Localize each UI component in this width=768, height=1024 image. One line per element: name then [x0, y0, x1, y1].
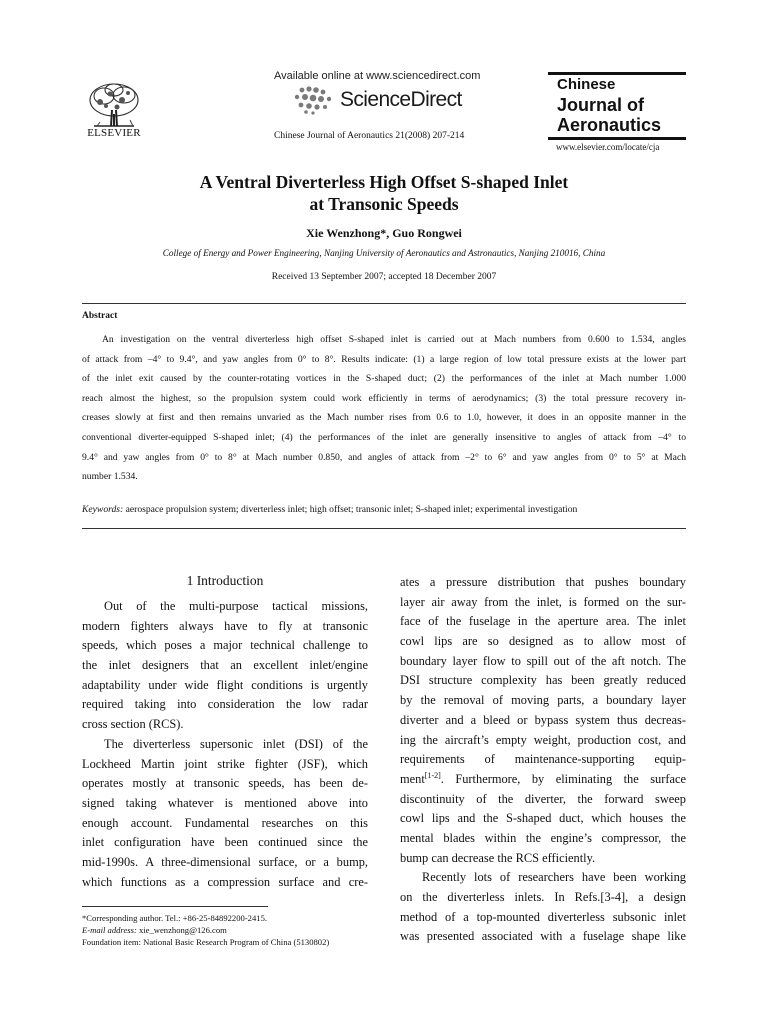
- body-line: cowl lips are so designed as to allow most of: [400, 634, 686, 649]
- received-dates: Received 13 September 2007; accepted 18 December 2007: [271, 272, 497, 282]
- publisher-name: ELSEVIER: [87, 127, 141, 139]
- body-line: cowl lips and the S-shaped duct, which houses the: [400, 811, 686, 826]
- email-address[interactable]: xie_wenzhong@126.com: [136, 925, 227, 935]
- abstract-body: [82, 330, 686, 487]
- abstract-line: of the inlet exit caused by the counter-rotating vortices in the S-shaped duct; (2) the performances of the inlet at Mach number 1.000: [82, 373, 686, 385]
- body-line: face of the fuselage in the aperture area. The inlet: [400, 614, 686, 629]
- keywords-list: aerospace propulsion system; diverterless inlet; high offset; transonic inlet; S-shaped inlet; experimental investigation: [123, 504, 578, 515]
- body-line: The diverterless supersonic inlet (DSI) of the: [104, 736, 368, 751]
- body-line: cross section (RCS).: [82, 717, 184, 732]
- body-line: layer air away from the inlet, is formed on the sur-: [400, 594, 686, 609]
- body-line: method of a top-mounted diverterless subsonic inlet: [400, 909, 686, 924]
- right-column: [400, 573, 686, 947]
- body-line: Recently lots of researchers have been working: [422, 870, 686, 885]
- body-line: speeds, which poses a major technical challenge to: [82, 638, 368, 653]
- abstract-bottom-rule: [82, 528, 686, 529]
- body-line: ing the aircraft’s empty weight, production cost, and: [400, 732, 686, 747]
- abstract-line: reach almost the highest, so the propulsion system could work efficiently in terms of aerodynamics; (3) the total pressure recovery in-: [82, 392, 686, 404]
- body-line: signed taking whatever is mentioned above into: [82, 795, 368, 810]
- body-text: ment: [400, 771, 425, 786]
- citation-ref-1-2[interactable]: [1-2]: [424, 770, 441, 780]
- body-line: boundary layer flow to spill out of the aft notch. The: [400, 653, 686, 668]
- keywords-label: Keywords:: [82, 504, 124, 515]
- footnote-rule: [82, 906, 268, 907]
- abstract-line: conventional diverter-equipped S-shaped inlet; (4) the performances of the inlet are generally insensitive to angles of attack from –4° to: [82, 431, 686, 443]
- sciencedirect-wordmark: ScienceDirect: [340, 88, 462, 111]
- abstract-line: creases slowly at first and then remains unvaried as the Mach number rises from 0.6 to 1.0, however, it does in an opposite manner in the: [82, 412, 686, 424]
- abstract-line: of attack from –4° to 9.4°, and yaw angles from 0° to 8°. Results indicate: (1) a large region of low total pressure exists at the lower part: [82, 353, 686, 365]
- body-line: adaptability under wide flight conditions is urgently: [82, 677, 368, 692]
- sciencedirect-dots-icon: [292, 84, 337, 116]
- affiliation: College of Energy and Power Engineering, Nanjing University of Aeronautics and Astronautics, Nanjing 210016, China: [162, 248, 606, 258]
- body-line: the inlet designers that an excellent inlet/engine: [82, 658, 368, 673]
- body-line: diverter and a bleed or bypass system thus decreas-: [400, 712, 686, 727]
- email-label: E-mail address:: [82, 925, 137, 935]
- journal-url: www.elsevier.com/locate/cja: [556, 142, 660, 152]
- footnote-corresponding-author: *Corresponding author. Tel.: +86-25-84892200-2415.: [82, 913, 268, 923]
- abstract-line: An investigation on the ventral diverterless high offset S-shaped inlet is carried out at Mach numbers from 0.600 to 1.534, angles: [102, 334, 686, 345]
- body-line: operates mostly at transonic speeds, has been de-: [82, 776, 368, 791]
- body-line: DSI structure complexity has been greatly reduced: [400, 673, 686, 688]
- journal-name-line2: Journal of: [557, 95, 645, 115]
- keywords: [82, 504, 577, 515]
- body-line: which functions as a compression surface and cre-: [82, 874, 368, 889]
- left-column: [82, 597, 368, 892]
- abstract-line: number 1.534.: [82, 471, 138, 483]
- body-line: enough account. Fundamental researches on this: [82, 815, 368, 830]
- abstract-heading: Abstract: [82, 311, 118, 321]
- paper-title-line1: A Ventral Diverterless High Offset S-shaped Inlet: [199, 172, 569, 192]
- available-online-text: Available online at www.sciencedirect.com: [274, 70, 481, 82]
- body-text: . Furthermore, by eliminating the surface: [440, 771, 686, 786]
- body-line: requirements of maintenance-supporting equip-: [400, 752, 686, 767]
- footnote-email: [82, 925, 227, 935]
- footnote-foundation: Foundation item: National Basic Research Program of China (5130802): [82, 937, 330, 947]
- paper-title-line2: at Transonic Speeds: [309, 194, 459, 214]
- journal-name-line3: Aeronautics: [557, 115, 662, 135]
- abstract-top-rule: [82, 303, 686, 304]
- body-line: discontinuity of the diverter, the forward sweep: [400, 791, 686, 806]
- body-line: by the removal of moving parts, a boundary layer: [400, 693, 686, 708]
- body-line: Out of the multi-purpose tactical missions,: [104, 599, 368, 613]
- abstract-line: 9.4° and yaw angles from 0° to 8° at Mach number 0.850, and angles of attack from –2° to 6° and yaw angles from 0° to 5° at Mach: [82, 451, 686, 463]
- body-line-with-citation: [400, 770, 686, 790]
- authors: Xie Wenzhong*, Guo Rongwei: [306, 226, 462, 240]
- body-line: on the diverterless inlets. In Refs.[3-4], a design: [400, 890, 686, 904]
- journal-citation: Chinese Journal of Aeronautics 21(2008) 207-214: [274, 131, 465, 141]
- body-line: modern fighters always have to fly at transonic: [82, 618, 368, 633]
- body-line: mid-1990s. A three-dimensional surface, or a bump,: [82, 854, 368, 869]
- body-line: required taking into consideration the low radar: [82, 697, 368, 712]
- body-line: was presented associated with a fuselage shape like: [400, 929, 686, 944]
- body-line: Lockheed Martin joint strike fighter (JSF), which: [82, 756, 368, 771]
- journal-name-line1: Chinese: [557, 76, 616, 93]
- body-line: mental blades within the engine’s compressor, the: [400, 830, 686, 845]
- section-heading-introduction: 1 Introduction: [186, 573, 264, 588]
- body-line: ates a pressure distribution that pushes boundary: [400, 575, 686, 589]
- body-line: bump can decrease the RCS efficiently.: [400, 850, 596, 865]
- body-line: inlet configuration have been continued since the: [82, 835, 368, 850]
